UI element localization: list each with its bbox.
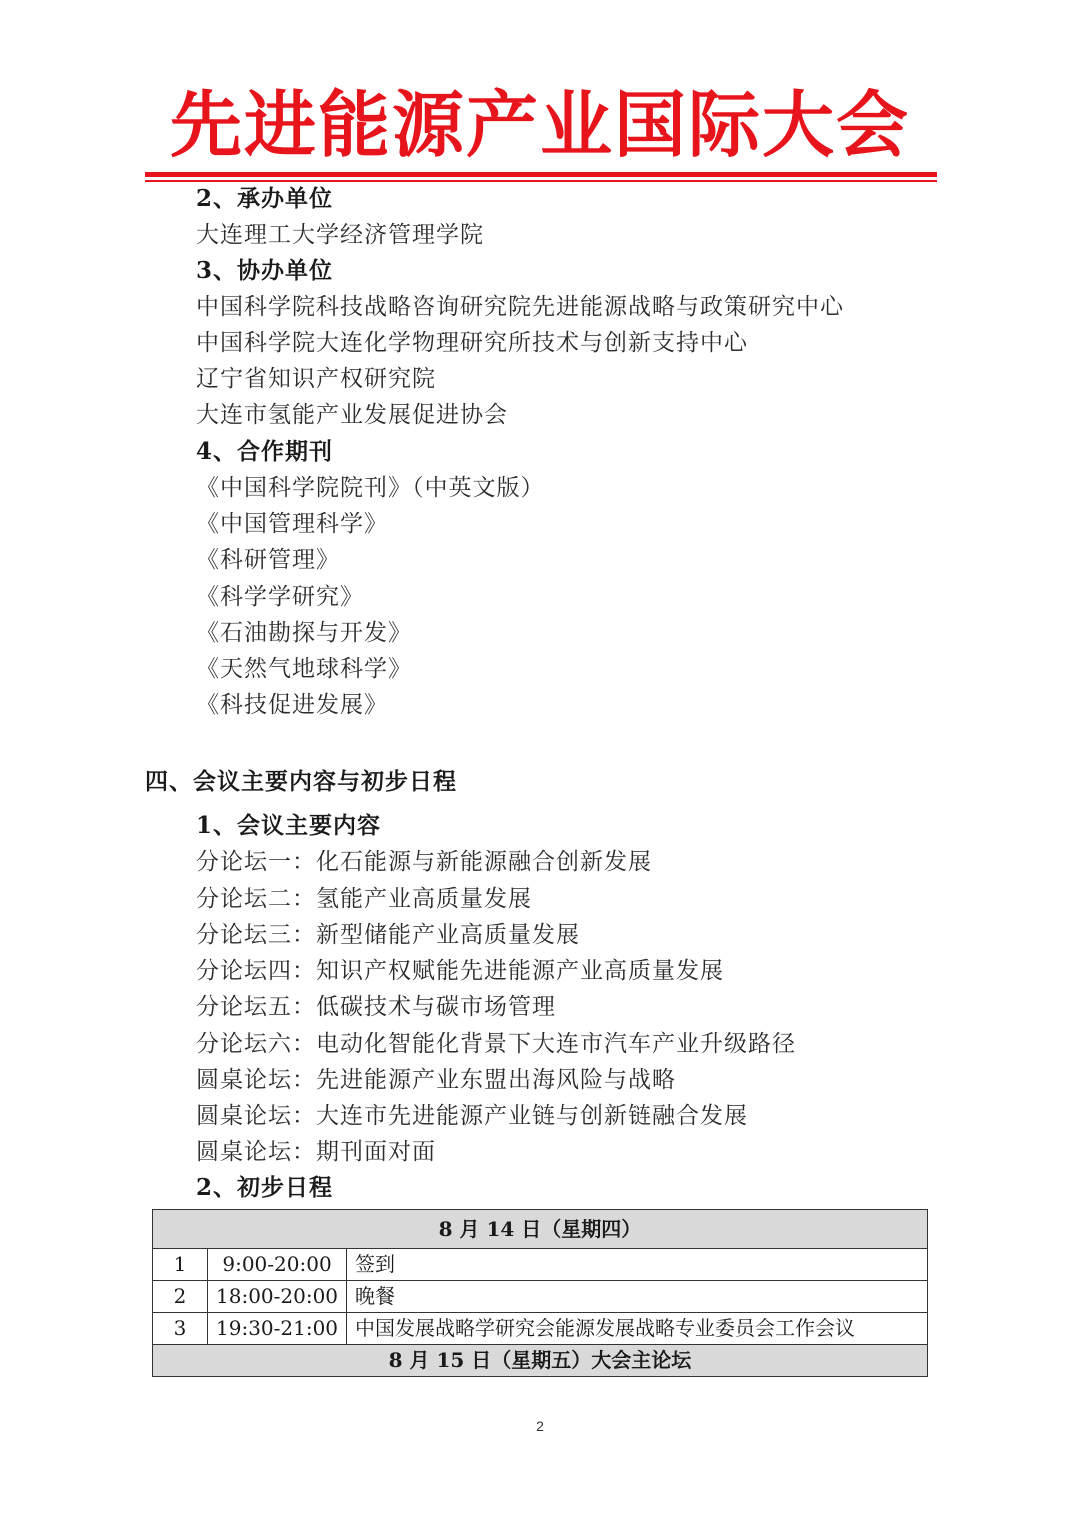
row-number: 1 xyxy=(153,1249,208,1281)
row-time: 18:00-20:00 xyxy=(208,1281,347,1313)
heading-schedule: 2、初步日程 xyxy=(196,1174,334,1201)
day1-header-cell: 8 月 14 日（星期四） xyxy=(153,1210,928,1249)
journal-item: 《石油勘探与开发》 xyxy=(196,620,412,646)
heading-co-organizers: 3、协办单位 xyxy=(196,257,334,284)
journal-item: 《天然气地球科学》 xyxy=(196,656,412,682)
co-organizer-item: 辽宁省知识产权研究院 xyxy=(196,366,436,392)
schedule-day-header xyxy=(153,1345,928,1377)
journal-item: 《科研管理》 xyxy=(196,547,340,573)
row-event: 中国发展战略学研究会能源发展战略专业委员会工作会议 xyxy=(347,1313,928,1345)
heading-part-four: 四、会议主要内容与初步日程 xyxy=(145,768,457,795)
row-time: 19:30-21:00 xyxy=(208,1313,347,1345)
banner-rule-thick xyxy=(145,172,937,177)
day2-header-cell: 8 月 15 日（星期五）大会主论坛 xyxy=(153,1345,928,1377)
forum-item: 分论坛四：知识产权赋能先进能源产业高质量发展 xyxy=(196,958,724,984)
row-number: 2 xyxy=(153,1281,208,1313)
forum-item: 分论坛五：低碳技术与碳市场管理 xyxy=(196,994,556,1020)
page-number: 2 xyxy=(536,1418,544,1434)
journal-item: 《科学学研究》 xyxy=(196,584,364,610)
co-organizer-item: 中国科学院科技战略咨询研究院先进能源战略与政策研究中心 xyxy=(196,294,844,320)
forum-item: 圆桌论坛：期刊面对面 xyxy=(196,1139,436,1165)
forum-item: 圆桌论坛：大连市先进能源产业链与创新链融合发展 xyxy=(196,1103,748,1129)
forum-item: 分论坛二：氢能产业高质量发展 xyxy=(196,886,532,912)
row-event: 签到 xyxy=(347,1249,928,1281)
forum-item: 分论坛六：电动化智能化背景下大连市汽车产业升级路径 xyxy=(196,1031,796,1057)
banner-title: 先进能源产业国际大会 xyxy=(169,83,910,167)
undertaker-item: 大连理工大学经济管理学院 xyxy=(196,222,484,248)
table-row xyxy=(153,1313,928,1345)
forum-item: 圆桌论坛：先进能源产业东盟出海风险与战略 xyxy=(196,1067,676,1093)
row-time: 9:00-20:00 xyxy=(208,1249,347,1281)
forum-item: 分论坛三：新型储能产业高质量发展 xyxy=(196,922,580,948)
journal-item: 《科技促进发展》 xyxy=(196,692,388,718)
journal-item: 《中国管理科学》 xyxy=(196,511,388,537)
forum-item: 分论坛一：化石能源与新能源融合创新发展 xyxy=(196,849,652,875)
co-organizer-item: 中国科学院大连化学物理研究所技术与创新支持中心 xyxy=(196,330,748,356)
schedule-day-header xyxy=(153,1210,928,1249)
row-number: 3 xyxy=(153,1313,208,1345)
table-row xyxy=(153,1281,928,1313)
heading-main-content: 1、会议主要内容 xyxy=(196,812,382,839)
heading-journals: 4、合作期刊 xyxy=(196,438,334,465)
journal-item: 《中国科学院院刊》（中英文版） xyxy=(196,475,545,501)
schedule-table xyxy=(152,1209,928,1377)
heading-undertaker: 2、承办单位 xyxy=(196,185,334,212)
row-event: 晚餐 xyxy=(347,1281,928,1313)
table-row xyxy=(153,1249,928,1281)
co-organizer-item: 大连市氢能产业发展促进协会 xyxy=(196,402,508,428)
